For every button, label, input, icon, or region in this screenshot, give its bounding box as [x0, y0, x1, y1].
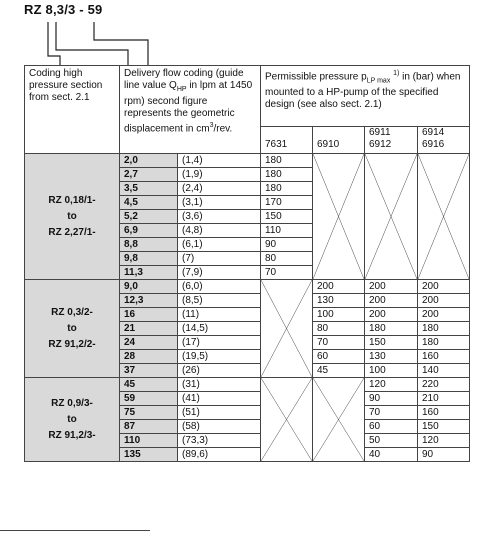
displacement: (14,5)	[178, 322, 261, 336]
group-label	[25, 154, 120, 280]
group-label	[25, 378, 120, 462]
not-applicable-cross	[313, 378, 364, 461]
group-label-line: RZ 0,3/2-	[51, 306, 93, 318]
cross-6910	[313, 378, 365, 462]
displacement: (73,3)	[178, 434, 261, 448]
header-pressure: Permissible pressure $p_{LP max}$ $^{1)}$ in (bar) when mounted to a HP-pump of the specified design (see also sect. 2.1)	[261, 66, 470, 127]
not-applicable-cross	[261, 280, 312, 377]
header-coding: Coding high pressure section from sect. 2.1	[25, 66, 120, 154]
displacement: (3,6)	[178, 210, 261, 224]
cross-7631	[261, 280, 313, 378]
displacement: (8,5)	[178, 294, 261, 308]
delivery-code: 4,5	[120, 196, 178, 210]
delivery-code: 9,0	[120, 280, 178, 294]
pressure-7631: 150	[261, 210, 313, 224]
pressure-6910: 130	[313, 294, 365, 308]
not-applicable-cross	[418, 154, 469, 279]
group-label-line: to	[67, 322, 77, 334]
cross-6914	[418, 154, 470, 280]
pressure-6911: 200	[365, 280, 418, 294]
pressure-6910: 80	[313, 322, 365, 336]
pressure-6914: 180	[418, 336, 470, 350]
displacement: (6,1)	[178, 238, 261, 252]
displacement: (41)	[178, 392, 261, 406]
pressure-6911: 120	[365, 378, 418, 392]
displacement: (2,4)	[178, 182, 261, 196]
type-code-example: RZ 8,3/3 - 59	[24, 2, 103, 17]
model-6910: 6910	[313, 127, 365, 154]
pressure-6914: 200	[418, 308, 470, 322]
model-7631: 7631	[261, 127, 313, 154]
cross-6910	[313, 154, 365, 280]
pressure-6914: 140	[418, 364, 470, 378]
pressure-6914: 220	[418, 378, 470, 392]
displacement: (6,0)	[178, 280, 261, 294]
pressure-6911: 40	[365, 448, 418, 462]
displacement: (51)	[178, 406, 261, 420]
table-row	[25, 280, 470, 294]
displacement: (1,4)	[178, 154, 261, 168]
pressure-6914: 210	[418, 392, 470, 406]
cross-6911	[365, 154, 418, 280]
delivery-code: 16	[120, 308, 178, 322]
displacement: (7,9)	[178, 266, 261, 280]
displacement: (3,1)	[178, 196, 261, 210]
pressure-6911: 50	[365, 434, 418, 448]
model-6911-6912: 6911 6912	[365, 127, 418, 154]
displacement: (7)	[178, 252, 261, 266]
pressure-6914: 160	[418, 406, 470, 420]
cross-7631	[261, 378, 313, 462]
delivery-code: 2,0	[120, 154, 178, 168]
pressure-7631: 180	[261, 168, 313, 182]
pressure-6911: 100	[365, 364, 418, 378]
displacement: (11)	[178, 308, 261, 322]
not-applicable-cross	[365, 154, 417, 279]
pressure-6910: 200	[313, 280, 365, 294]
delivery-code: 28	[120, 350, 178, 364]
delivery-code: 135	[120, 448, 178, 462]
group-label-line: RZ 91,2/2-	[48, 338, 96, 350]
pressure-6911: 60	[365, 420, 418, 434]
pressure-6911: 70	[365, 406, 418, 420]
group-label-line: to	[67, 413, 77, 425]
delivery-code: 87	[120, 420, 178, 434]
footer-rule	[0, 530, 150, 531]
table-row	[25, 154, 470, 168]
displacement: (31)	[178, 378, 261, 392]
pressure-6914: 200	[418, 280, 470, 294]
delivery-code: 3,5	[120, 182, 178, 196]
pressure-7631: 80	[261, 252, 313, 266]
pressure-6911: 130	[365, 350, 418, 364]
pressure-6914: 160	[418, 350, 470, 364]
group-label-line: RZ 91,2/3-	[48, 429, 96, 441]
delivery-code: 75	[120, 406, 178, 420]
displacement: (4,8)	[178, 224, 261, 238]
pressure-7631: 70	[261, 266, 313, 280]
table-row	[25, 378, 470, 392]
group-label-line: RZ 0,9/3-	[51, 397, 93, 409]
pressure-6911: 180	[365, 322, 418, 336]
pressure-6910: 60	[313, 350, 365, 364]
delivery-code: 9,8	[120, 252, 178, 266]
displacement: (19,5)	[178, 350, 261, 364]
group-label-line: RZ 0,18/1-	[48, 194, 96, 206]
pressure-6914: 180	[418, 322, 470, 336]
delivery-code: 12,3	[120, 294, 178, 308]
delivery-code: 6,9	[120, 224, 178, 238]
pressure-6910: 70	[313, 336, 365, 350]
pressure-6911: 200	[365, 294, 418, 308]
displacement: (89,6)	[178, 448, 261, 462]
pressure-7631: 90	[261, 238, 313, 252]
pressure-7631: 180	[261, 154, 313, 168]
code-bracket-lines	[0, 0, 498, 66]
pressure-6911: 90	[365, 392, 418, 406]
delivery-code: 8,8	[120, 238, 178, 252]
group-label	[25, 280, 120, 378]
displacement: (26)	[178, 364, 261, 378]
pressure-6911: 150	[365, 336, 418, 350]
delivery-code: 11,3	[120, 266, 178, 280]
pressure-table	[24, 65, 470, 462]
pressure-6910: 45	[313, 364, 365, 378]
header-delivery: Delivery flow coding (guide line value $Q_{HP}$ in lpm at 1450 rpm) second figure represents the geometric displacement in $cm^3$/rev.	[120, 66, 261, 154]
pressure-6911: 200	[365, 308, 418, 322]
delivery-code: 37	[120, 364, 178, 378]
not-applicable-cross	[313, 154, 364, 279]
delivery-code: 45	[120, 378, 178, 392]
displacement: (58)	[178, 420, 261, 434]
not-applicable-cross	[261, 378, 312, 461]
model-6914-6916: 6914 6916	[418, 127, 470, 154]
pressure-6914: 200	[418, 294, 470, 308]
pressure-6914: 120	[418, 434, 470, 448]
displacement: (1,9)	[178, 168, 261, 182]
group-label-line: RZ 2,27/1-	[48, 226, 96, 238]
delivery-code: 110	[120, 434, 178, 448]
delivery-code: 24	[120, 336, 178, 350]
delivery-code: 2,7	[120, 168, 178, 182]
delivery-code: 21	[120, 322, 178, 336]
pressure-6910: 100	[313, 308, 365, 322]
pressure-6914: 150	[418, 420, 470, 434]
delivery-code: 59	[120, 392, 178, 406]
pressure-7631: 170	[261, 196, 313, 210]
pressure-7631: 180	[261, 182, 313, 196]
group-label-line: to	[67, 210, 77, 222]
pressure-7631: 110	[261, 224, 313, 238]
pressure-6914: 90	[418, 448, 470, 462]
delivery-code: 5,2	[120, 210, 178, 224]
displacement: (17)	[178, 336, 261, 350]
